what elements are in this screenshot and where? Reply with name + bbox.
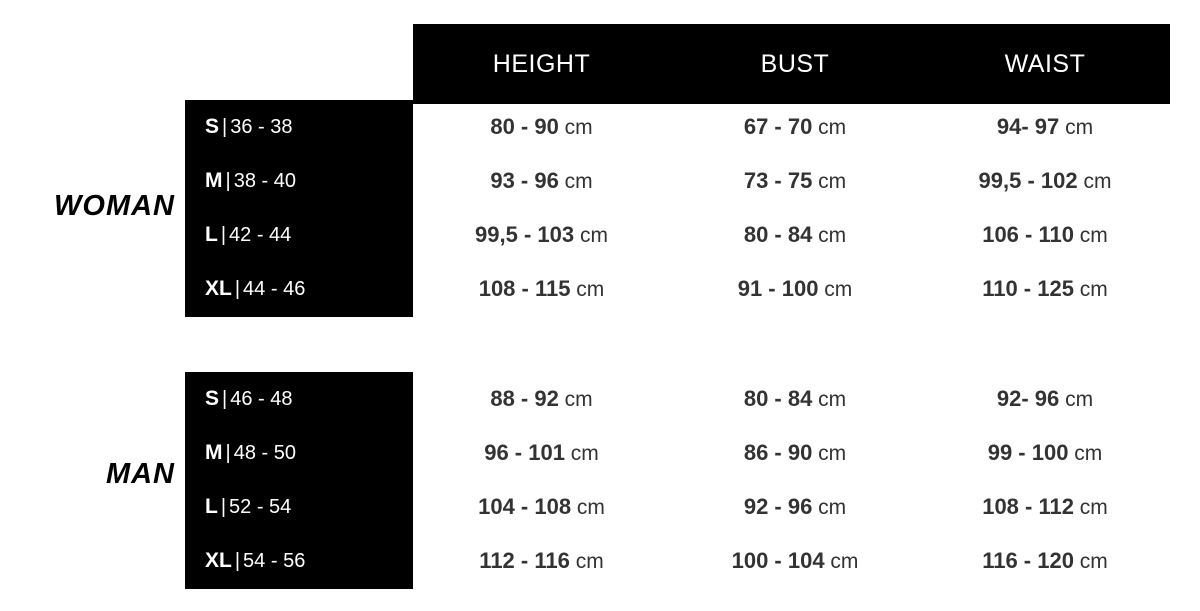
cell-size	[185, 100, 413, 154]
height-value: 104 - 108	[478, 494, 572, 519]
cell-bust	[670, 100, 920, 154]
cell-height	[413, 100, 670, 154]
cell-bust	[670, 262, 920, 316]
waist-unit: cm	[1079, 550, 1108, 573]
size-separator: |	[234, 550, 241, 572]
cell-waist	[920, 100, 1170, 154]
size-code: XL	[205, 549, 232, 572]
cell-bust	[670, 372, 920, 426]
bust-value: 91 - 100	[737, 276, 819, 301]
height-value: 88 - 92	[490, 386, 559, 411]
height-value: 99,5 - 103	[475, 222, 575, 247]
waist-unit: cm	[1065, 388, 1094, 411]
cell-waist	[920, 480, 1170, 534]
cell-bust	[670, 208, 920, 262]
bust-value: 92 - 96	[743, 494, 813, 519]
waist-value: 92- 96	[996, 386, 1060, 411]
bust-unit: cm	[830, 550, 859, 573]
waist-unit: cm	[1079, 496, 1108, 519]
size-code: L	[205, 495, 218, 518]
size-separator: |	[220, 224, 227, 246]
height-unit: cm	[576, 496, 605, 519]
size-code: S	[205, 387, 220, 410]
group-label-woman: WOMAN	[54, 190, 175, 222]
bust-value: 67 - 70	[743, 114, 813, 139]
height-value: 108 - 115	[478, 276, 571, 301]
size-eu: 48 - 50	[233, 442, 296, 464]
cell-waist	[920, 426, 1170, 480]
waist-unit: cm	[1079, 224, 1108, 247]
group-label-man: MAN	[105, 458, 175, 490]
table-row	[185, 426, 1170, 480]
waist-unit: cm	[1065, 116, 1094, 139]
height-value: 80 - 90	[490, 114, 559, 139]
size-code: M	[205, 441, 223, 464]
bust-value: 100 - 104	[731, 548, 825, 573]
table-row	[185, 154, 1170, 208]
size-code: M	[205, 169, 223, 192]
waist-value: 106 - 110	[982, 222, 1074, 247]
waist-value: 110 - 125	[982, 276, 1074, 301]
waist-value: 108 - 112	[982, 494, 1074, 519]
size-separator: |	[222, 388, 228, 410]
bust-unit: cm	[818, 442, 847, 465]
bust-value: 86 - 90	[743, 440, 813, 465]
size-separator: |	[225, 442, 231, 464]
cell-waist	[920, 154, 1170, 208]
size-separator: |	[225, 170, 231, 192]
bust-unit: cm	[818, 388, 847, 411]
waist-unit: cm	[1083, 170, 1112, 193]
size-eu: 44 - 46	[243, 278, 306, 300]
waist-value: 99,5 - 102	[978, 168, 1078, 193]
column-header-height: HEIGHT	[492, 50, 591, 78]
column-header-waist: WAIST	[1004, 50, 1086, 78]
bust-value: 73 - 75	[743, 168, 813, 193]
cell-height	[413, 262, 670, 316]
table-row	[185, 372, 1170, 426]
height-unit: cm	[564, 388, 593, 411]
bust-value: 80 - 84	[743, 222, 813, 247]
bust-unit: cm	[818, 496, 847, 519]
size-eu: 36 - 38	[230, 116, 293, 138]
bust-unit: cm	[818, 224, 847, 247]
cell-height	[413, 208, 670, 262]
cell-height	[413, 154, 670, 208]
table-row	[185, 262, 1170, 316]
height-unit: cm	[564, 116, 593, 139]
cell-waist	[920, 262, 1170, 316]
table-row	[185, 100, 1170, 154]
cell-size	[185, 534, 413, 588]
size-eu: 38 - 40	[233, 170, 296, 192]
bust-value: 80 - 84	[743, 386, 813, 411]
cell-size	[185, 426, 413, 480]
size-eu: 52 - 54	[229, 496, 292, 518]
size-separator: |	[220, 496, 227, 518]
height-value: 96 - 101	[484, 440, 565, 465]
size-code: L	[205, 223, 218, 246]
waist-value: 99 - 100	[987, 440, 1069, 465]
column-header-bust: BUST	[760, 50, 830, 78]
cell-size	[185, 372, 413, 426]
cell-waist	[920, 372, 1170, 426]
cell-bust	[670, 154, 920, 208]
cell-bust	[670, 534, 920, 588]
cell-size	[185, 262, 413, 316]
cell-size	[185, 154, 413, 208]
height-unit: cm	[570, 442, 599, 465]
table-row	[185, 534, 1170, 588]
height-value: 112 - 116	[479, 548, 570, 573]
table-row	[185, 480, 1170, 534]
cell-size	[185, 208, 413, 262]
cell-size	[185, 480, 413, 534]
cell-bust	[670, 426, 920, 480]
bust-unit: cm	[824, 278, 853, 301]
height-unit: cm	[575, 550, 604, 573]
size-code: XL	[205, 277, 232, 300]
cell-height	[413, 480, 670, 534]
cell-height	[413, 534, 670, 588]
waist-value: 94- 97	[996, 114, 1060, 139]
bust-unit: cm	[818, 116, 847, 139]
size-eu: 46 - 48	[230, 388, 293, 410]
cell-waist	[920, 534, 1170, 588]
cell-waist	[920, 208, 1170, 262]
height-unit: cm	[564, 170, 593, 193]
size-code: S	[205, 115, 220, 138]
height-unit: cm	[579, 224, 608, 247]
cell-bust	[670, 480, 920, 534]
height-unit: cm	[576, 278, 605, 301]
waist-value: 116 - 120	[982, 548, 1074, 573]
waist-unit: cm	[1074, 442, 1103, 465]
cell-height	[413, 426, 670, 480]
size-eu: 42 - 44	[229, 224, 292, 246]
height-value: 93 - 96	[490, 168, 559, 193]
cell-height	[413, 372, 670, 426]
table-row	[185, 208, 1170, 262]
waist-unit: cm	[1079, 278, 1108, 301]
size-separator: |	[222, 116, 228, 138]
size-separator: |	[234, 278, 241, 300]
size-eu: 54 - 56	[243, 550, 306, 572]
bust-unit: cm	[818, 170, 847, 193]
